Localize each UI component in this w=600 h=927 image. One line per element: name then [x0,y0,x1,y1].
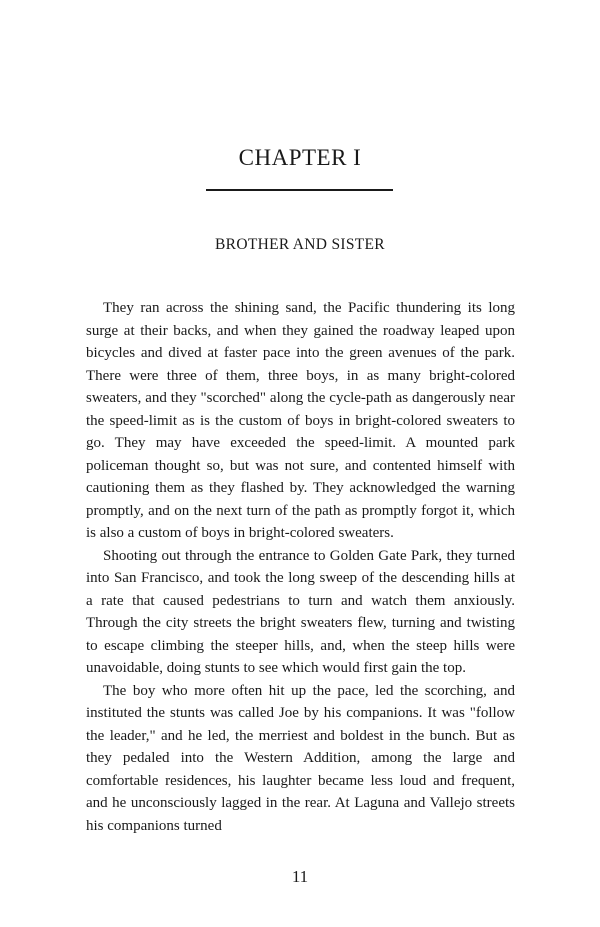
chapter-subtitle: BROTHER AND SISTER [215,236,385,253]
paragraph: They ran across the shining sand, the Pacific thundering its long surge at their backs, and when they gained the roadway leaped upon bicycles and dived at faster pace into the green avenues of the park. There were three of them, three boys, in as many bright-colored sweaters, and they "scorched" along the cycle-path as dangerously near the speed-limit as is the custom of boys in bright-colored sweaters to go. They may have exceeded the speed-limit. A mounted park policeman thought so, but was not sure, and contented himself with cautioning them as they flashed by. They acknowledged the warning promptly, and on the next turn of the path as promptly forgot it, which is also a custom of boys in bright-colored sweaters. [86,300,515,541]
paragraph: Shooting out through the entrance to Golden Gate Park, they turned into San Francisco, and took the long sweep of the descending hills at a rate that caused pedestrians to turn and watch them anxiously. Through the city streets the bright sweaters flew, turning and twisting to escape climbing the steeper hills, and, when the steep hills were unavoidable, doing stunts to see which would first gain the top. [86,547,515,676]
page-number: 11 [291,867,309,886]
chapter-title: CHAPTER I [238,145,362,170]
chapter-divider [206,189,393,191]
paragraph: The boy who more often hit up the pace, led the scorching, and instituted the stunts was called Joe by his companions. It was "follow the leader," and he led, the merriest and boldest in the bunch. But as they pedaled into the Western Addition, among the large and comfortable residences, his laughter became less loud and frequent, and he unconsciously lagged in the rear. At Laguna and Vallejo streets his companions turned [86,682,515,834]
body-text [86,297,515,837]
